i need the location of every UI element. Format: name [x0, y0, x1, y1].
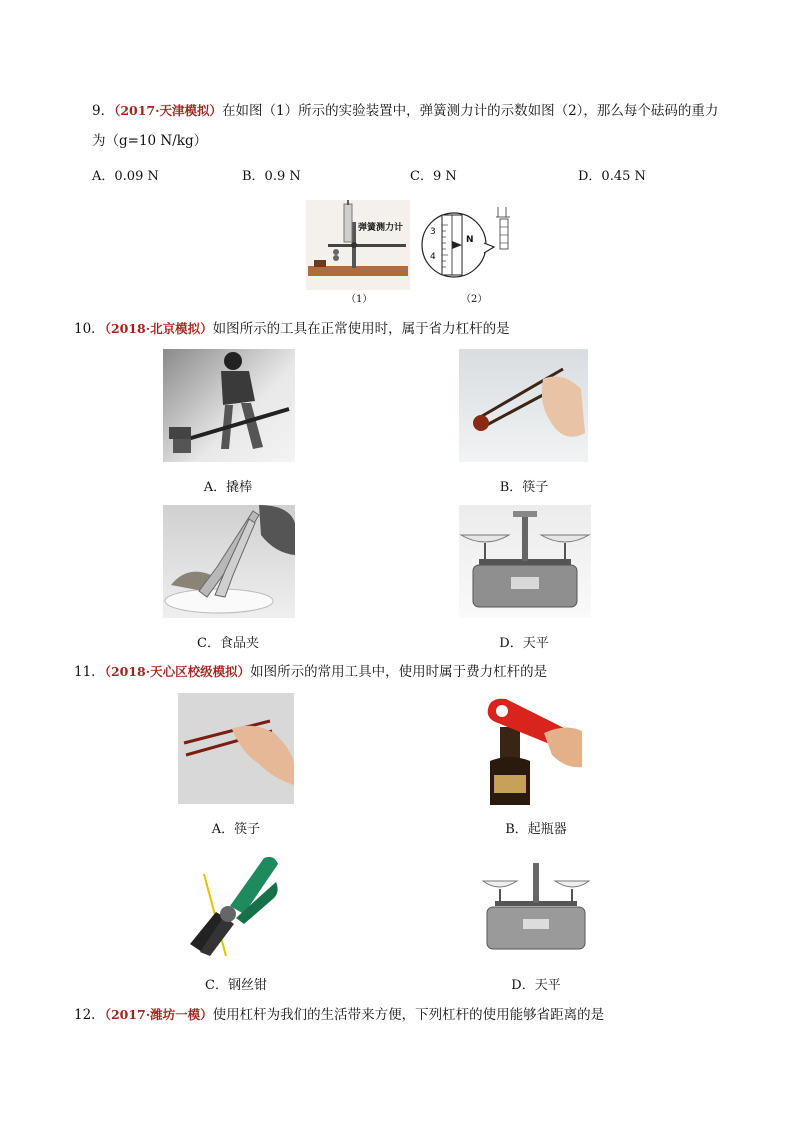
- crowbar-image: [163, 349, 295, 462]
- q11-option-a[interactable]: A．筷子: [211, 822, 261, 837]
- q9-option-c[interactable]: C．9 N: [410, 169, 457, 184]
- q9-option-d[interactable]: D．0.45 N: [578, 169, 646, 184]
- q10-line: [74, 319, 510, 339]
- balance-image-2: [481, 857, 591, 955]
- q10-option-a[interactable]: A．撬棒: [203, 480, 253, 495]
- q9-source: （2017·天津模拟）: [114, 103, 222, 118]
- q11-number: 11．: [74, 664, 105, 680]
- q9-line1: [92, 101, 718, 121]
- bottle-opener-image: [486, 697, 582, 805]
- figure-caption-2: （2）: [461, 294, 488, 305]
- pliers-image: [186, 852, 278, 956]
- q10-source: （2018·北京模拟）: [104, 321, 213, 336]
- lever-apparatus-figure: [306, 200, 410, 290]
- q10-option-c[interactable]: C．食品夹: [197, 636, 259, 651]
- q10-number: 10．: [74, 321, 105, 337]
- q11-text: 如图所示的常用工具中，使用时属于费力杠杆的是: [250, 664, 548, 680]
- q12-line: [74, 1005, 604, 1025]
- figure-caption-1: （1）: [346, 294, 373, 305]
- q11-option-d[interactable]: D．天平: [511, 978, 561, 993]
- scale-unit-label: N: [466, 235, 474, 245]
- q9-option-a[interactable]: A．0.09 N: [92, 169, 159, 184]
- q11-source: （2018·天心区校级模拟）: [104, 664, 251, 679]
- q10-option-d[interactable]: D．天平: [499, 636, 549, 651]
- q9-text: 在如图（1）所示的实验装置中，弹簧测力计的示数如图（2），那么每个砝码的重力: [222, 103, 719, 119]
- q10-text: 如图所示的工具在正常使用时，属于省力杠杆的是: [212, 321, 510, 337]
- chopsticks-image: [459, 349, 588, 462]
- q12-text: 使用杠杆为我们的生活带来方便，下列杠杆的使用能够省距离的是: [212, 1007, 605, 1023]
- q12-source: （2017·潍坊一模）: [104, 1007, 213, 1022]
- spring-scale-reading-figure: [418, 205, 518, 289]
- chopsticks-hand-image: [178, 693, 294, 804]
- q12-number: 12．: [74, 1007, 105, 1023]
- balance-image: [459, 505, 591, 618]
- q9-number: 9．: [92, 103, 115, 119]
- q9-line2: 为（g=10 N/kg）: [92, 133, 208, 149]
- food-tongs-image: [163, 505, 295, 618]
- q11-option-c[interactable]: C．钢丝钳: [205, 978, 267, 993]
- q9-option-b[interactable]: B．0.9 N: [242, 169, 301, 184]
- scale-mark-4: 4: [430, 252, 436, 262]
- q11-option-b[interactable]: B．起瓶器: [505, 822, 567, 837]
- scale-mark-3: 3: [430, 227, 436, 237]
- q10-option-b[interactable]: B．筷子: [499, 480, 549, 495]
- spring-scale-label: 弹簧测力计: [358, 223, 404, 233]
- q11-line: [74, 662, 547, 682]
